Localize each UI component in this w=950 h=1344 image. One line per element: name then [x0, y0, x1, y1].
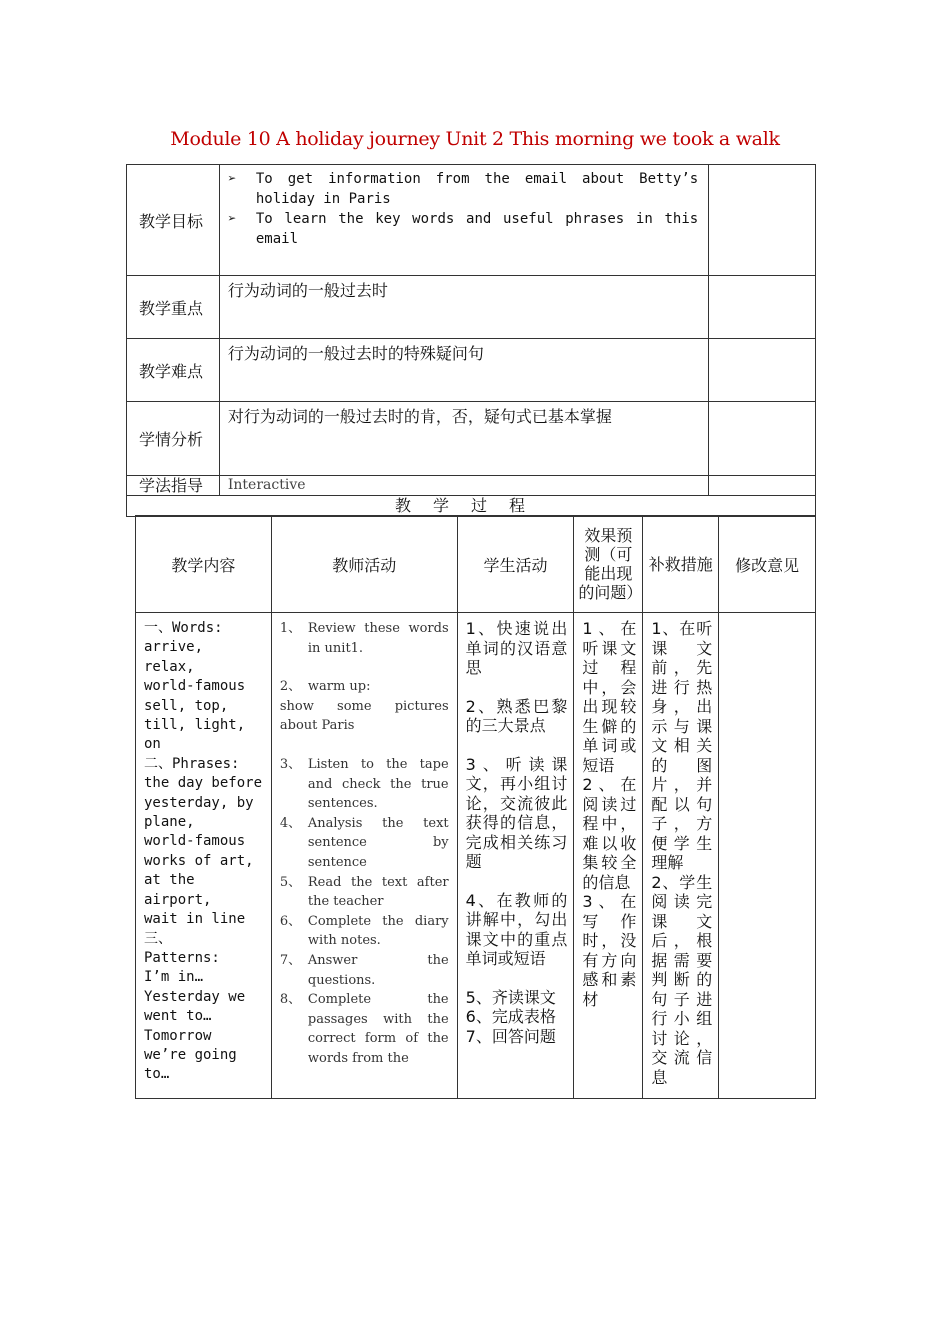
remedy-cell	[643, 613, 719, 1099]
effect-item: 2、在阅读过程中，难以收集较全的信息	[582, 775, 637, 892]
label-learner-analysis: 学情分析	[127, 402, 220, 476]
student-activity: 3、听读课文，再小组讨论，交流彼此获得的信息，完成相关练习题	[465, 754, 568, 871]
student-activity: 6、完成表格	[465, 1007, 556, 1026]
teacher-activity: 1、 Review these words in unit1.	[279, 621, 449, 656]
method-content: Interactive	[219, 476, 708, 496]
content-line: world-famous	[144, 833, 246, 850]
header-revision: 修改意见	[719, 516, 816, 613]
row-objectives	[127, 165, 816, 276]
process-body-row	[136, 613, 816, 1099]
student-activity: 7、回答问题	[465, 1026, 556, 1046]
remedy-item: 2、学生阅读完课文后，根据需要判断的句子进行小组讨论，交流信息	[651, 872, 713, 1087]
difficulties-content: 行为动词的一般过去时的特殊疑问句	[219, 339, 708, 402]
content-line: 三、	[144, 930, 172, 947]
header-remedy: 补救措施	[643, 516, 719, 613]
content-line: yesterday, by	[144, 794, 254, 811]
remedy-item: 1、在听课文前，先进行热身，出示与课文相关的图片，并配以句子，方便学生理解	[651, 619, 713, 872]
header-student: 学生活动	[457, 516, 574, 613]
content-line: went to…	[144, 1008, 212, 1025]
row-method	[127, 476, 816, 496]
student-cell	[457, 613, 574, 1099]
label-difficulties: 教学难点	[127, 339, 220, 402]
content-line: sell, top,	[144, 697, 229, 714]
header-teacher: 教师活动	[271, 516, 457, 613]
teacher-activity: 4、 Analysis the text sentence by sentence	[279, 815, 449, 870]
row-learner-analysis	[127, 402, 816, 476]
row-key-points	[127, 276, 816, 339]
effect-cell	[574, 613, 643, 1099]
content-line: airport,	[144, 891, 212, 908]
objective-item: ➢ To learn the key words and useful phrases in this email	[227, 211, 699, 247]
student-activity: 5、齐读课文	[465, 987, 556, 1007]
document-title: Module 10 A holiday journey Unit 2 This morning we took a walk	[170, 128, 780, 150]
objectives-cell	[219, 165, 708, 276]
student-activity: 1、快速说出单词的汉语意思	[465, 619, 568, 677]
empty-cell	[709, 339, 816, 402]
teacher-activity: show some pictures about Paris	[279, 698, 449, 734]
content-line: I’m in…	[144, 969, 204, 986]
process-header-row	[136, 516, 816, 613]
header-content: 教学内容	[136, 516, 272, 613]
content-cell	[136, 613, 272, 1099]
content-line: we’re going	[144, 1046, 237, 1063]
student-activity: 4、在教师的讲解中，勾出课文中的重点单词或短语	[465, 890, 568, 968]
content-line: to…	[144, 1066, 170, 1083]
content-line: the day before	[144, 775, 263, 792]
content-line: 一、Words:	[144, 620, 223, 636]
teacher-activity: 6、 Complete the diary with notes.	[279, 913, 449, 949]
teacher-activity: 7、 Answer the questions.	[279, 952, 449, 988]
teacher-activity: 8、 Complete the passages with the correct form of the words from the	[279, 992, 449, 1066]
label-key-points: 教学重点	[127, 276, 220, 339]
content-line: Patterns:	[144, 949, 220, 966]
label-method: 学法指导	[127, 476, 220, 496]
teacher-activity: 5、 Read the text after the teacher	[279, 874, 449, 910]
teacher-cell	[271, 613, 457, 1099]
header-effect: 效果预测（可能出现的问题）	[574, 516, 643, 613]
process-header: 教学过程	[127, 496, 816, 517]
content-line: Tomorrow	[144, 1027, 212, 1044]
effect-item: 1、在听课文过程中，会出现较生僻的单词或短语	[582, 619, 637, 775]
lesson-overview-table	[126, 164, 816, 517]
learner-analysis-content: 对行为动词的一般过去时的肯，否，疑句式已基本掌握	[219, 402, 708, 476]
content-line: relax,	[144, 658, 195, 675]
revision-cell	[719, 613, 816, 1099]
empty-cell	[709, 402, 816, 476]
arrow-bullet-icon: ➢	[227, 171, 237, 187]
student-activity: 2、熟悉巴黎的三大景点	[465, 696, 568, 735]
teacher-activity: 3、 Listen to the tape and check the true sentences.	[279, 756, 449, 812]
content-line: on	[144, 736, 161, 753]
row-difficulties	[127, 339, 816, 402]
empty-cell	[709, 276, 816, 339]
content-line: arrive,	[144, 639, 204, 656]
key-points-content: 行为动词的一般过去时	[219, 276, 708, 339]
process-table	[135, 515, 816, 1099]
empty-cell	[709, 476, 816, 496]
content-line: 二、Phrases:	[144, 755, 240, 772]
content-line: works of art,	[144, 852, 254, 869]
content-line: world-famous	[144, 678, 246, 695]
content-line: plane,	[144, 814, 195, 831]
content-line: at the	[144, 872, 195, 889]
teacher-activity: 2、 warm up:	[279, 679, 371, 695]
effect-item: 3、在写作时，没有方向感和素材	[582, 892, 637, 1009]
arrow-bullet-icon: ➢	[227, 211, 237, 227]
row-process-header	[127, 496, 816, 517]
objective-item: ➢ To get information from the email about Betty’s holiday in Paris	[227, 171, 699, 207]
content-line: Yesterday we	[144, 988, 246, 1005]
content-line: till, light,	[144, 717, 246, 734]
label-objectives: 教学目标	[127, 165, 220, 276]
empty-cell	[709, 165, 816, 276]
content-line: wait in line	[144, 911, 246, 928]
